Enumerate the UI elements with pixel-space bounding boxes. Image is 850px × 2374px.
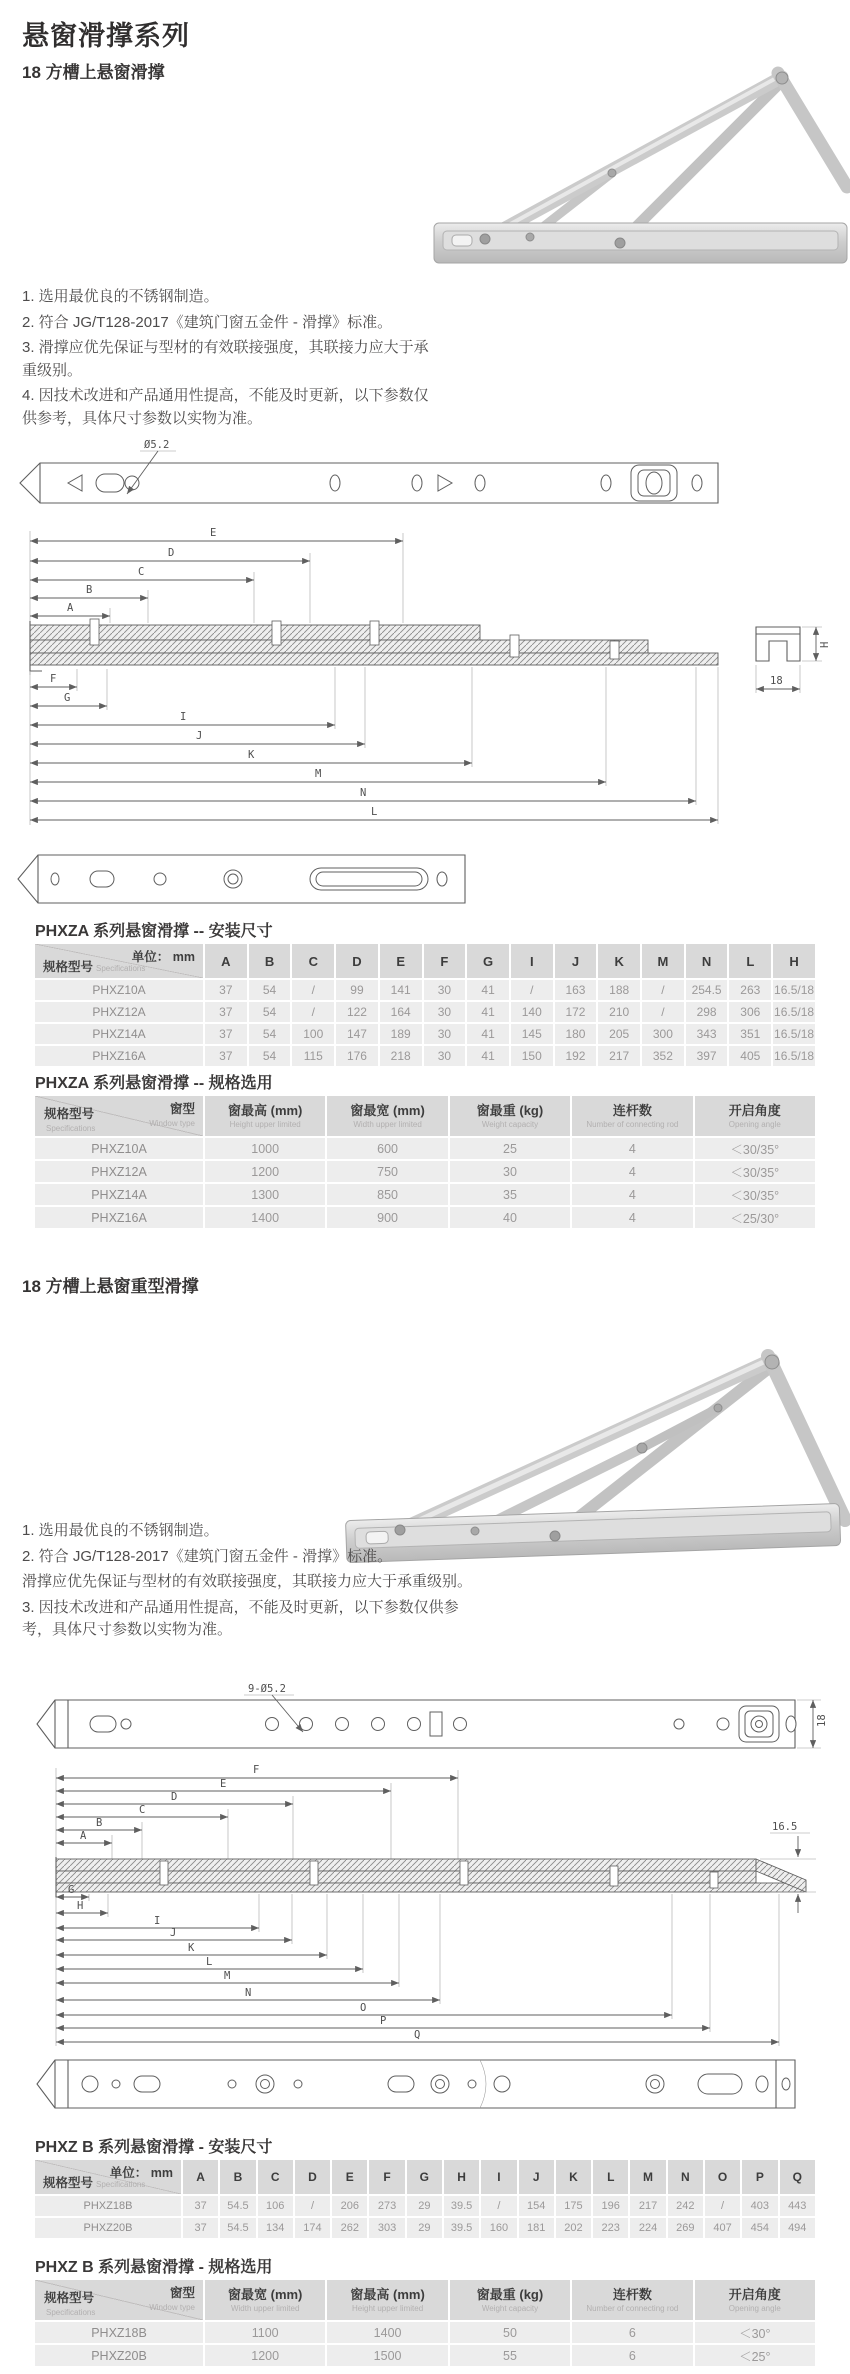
value-cell: 41 <box>467 1046 509 1066</box>
value-cell: 443 <box>780 2196 816 2216</box>
dim-label: Q <box>414 2029 421 2041</box>
model-cell: PHXZ14A <box>35 1024 203 1044</box>
value-cell: 269 <box>668 2218 703 2238</box>
dim-label: F <box>50 673 57 685</box>
table-row <box>35 2218 815 2238</box>
rail-height-label: 18 <box>816 1714 828 1727</box>
column-header: M <box>630 2160 665 2194</box>
model-cell: PHXZ14A <box>35 1184 203 1205</box>
spec-corner-header: 窗型 Window type 规格型号 Specifications <box>35 2280 203 2320</box>
value-cell: ＜30/35° <box>695 1184 815 1205</box>
rail-top-view <box>37 1683 828 1748</box>
cross-section-view <box>56 1821 816 1913</box>
value-cell: / <box>511 980 553 1000</box>
install-table-2 <box>33 2158 817 2240</box>
column-header: D <box>336 944 378 978</box>
value-cell: 454 <box>742 2218 777 2238</box>
column-header: 窗最高 (mm) Height upper limited <box>327 2280 447 2320</box>
column-header: P <box>742 2160 777 2194</box>
value-cell: 30 <box>424 1024 466 1044</box>
value-cell: 172 <box>555 1002 597 1022</box>
dim-label: D <box>171 1791 178 1803</box>
column-header: 窗最高 (mm) Height upper limited <box>205 1096 325 1136</box>
value-cell: 303 <box>369 2218 404 2238</box>
value-cell: 188 <box>598 980 640 1000</box>
value-cell: 4 <box>572 1184 692 1205</box>
value-cell: 54.5 <box>220 2218 255 2238</box>
dim-label: F <box>253 1764 260 1776</box>
table-row <box>35 1207 815 1228</box>
section1-notes <box>22 286 436 433</box>
value-cell: 37 <box>183 2218 218 2238</box>
value-cell: 254.5 <box>686 980 728 1000</box>
section2-subtitle: 18 方槽上悬窗重型滑撑 <box>22 1277 199 1296</box>
column-header: B <box>249 944 291 978</box>
technical-drawing-2 <box>10 1680 840 2140</box>
value-cell: 223 <box>593 2218 628 2238</box>
value-cell: / <box>642 980 684 1000</box>
value-cell: 35 <box>450 1184 570 1205</box>
column-header: K <box>556 2160 591 2194</box>
select-table-2 <box>33 2278 817 2368</box>
dim-label: E <box>210 527 217 539</box>
install-table-2-title: PHXZ B 系列悬窗滑撑 - 安装尺寸 <box>35 2139 273 2156</box>
column-header: G <box>467 944 509 978</box>
column-header: J <box>519 2160 554 2194</box>
end-profile-view <box>756 627 831 693</box>
value-cell: 40 <box>450 1207 570 1228</box>
value-cell: 37 <box>205 1002 247 1022</box>
value-cell: 154 <box>519 2196 554 2216</box>
value-cell: 30 <box>424 980 466 1000</box>
dim-label: J <box>196 730 203 742</box>
dim-label: L <box>206 1956 213 1968</box>
value-cell: 16.5/18 <box>773 1002 815 1022</box>
dim-label: I <box>154 1915 161 1927</box>
value-cell: 29 <box>407 2218 442 2238</box>
rail-bottom-view <box>18 855 465 903</box>
column-header: 连杆数 Number of connecting rod <box>572 2280 692 2320</box>
value-cell: 407 <box>705 2218 740 2238</box>
note-line: 4. 因技术改进和产品通用性提高，不能及时更新，以下参数仅供参考，具体尺寸参数以实物为准。 <box>22 387 429 427</box>
value-cell: 306 <box>729 1002 771 1022</box>
value-cell: 41 <box>467 1024 509 1044</box>
dim-label: K <box>188 1942 195 1954</box>
value-cell: 25 <box>450 1138 570 1159</box>
model-cell: PHXZ20B <box>35 2345 203 2366</box>
value-cell: 54 <box>249 980 291 1000</box>
value-cell: 352 <box>642 1046 684 1066</box>
table-row <box>35 1002 815 1022</box>
value-cell: 242 <box>668 2196 703 2216</box>
value-cell: 50 <box>450 2322 570 2343</box>
model-cell: PHXZ20B <box>35 2218 181 2238</box>
select-table-2-title: PHXZ B 系列悬窗滑撑 - 规格选用 <box>35 2259 273 2276</box>
column-header: 开启角度 Opening angle <box>695 2280 815 2320</box>
value-cell: 100 <box>292 1024 334 1044</box>
column-header: B <box>220 2160 255 2194</box>
value-cell: 145 <box>511 1024 553 1044</box>
header-row <box>35 1096 815 1136</box>
column-header: G <box>407 2160 442 2194</box>
value-cell: 54 <box>249 1046 291 1066</box>
header-row <box>35 2280 815 2320</box>
dim-label: E <box>220 1778 227 1790</box>
column-header: 窗最重 (kg) Weight capacity <box>450 1096 570 1136</box>
column-header: 窗最宽 (mm) Width upper limited <box>327 1096 447 1136</box>
dim-label: C <box>138 566 145 578</box>
column-header: L <box>593 2160 628 2194</box>
column-header: 开启角度 Opening angle <box>695 1096 815 1136</box>
note-line: 1. 选用最优良的不锈钢制造。 <box>22 288 219 305</box>
value-cell: 180 <box>555 1024 597 1044</box>
value-cell: / <box>292 980 334 1000</box>
column-header: 窗最宽 (mm) Width upper limited <box>205 2280 325 2320</box>
table-row <box>35 1161 815 1182</box>
note-line: 3. 因技术改进和产品通用性提高，不能及时更新，以下参数仅供参考，具体尺寸参数以实物为准。 <box>22 1598 459 1638</box>
value-cell: 750 <box>327 1161 447 1182</box>
column-header: L <box>729 944 771 978</box>
dim-label: M <box>224 1970 231 1982</box>
dim-label: I <box>180 711 187 723</box>
table-row <box>35 1046 815 1066</box>
value-cell: 41 <box>467 980 509 1000</box>
value-cell: 140 <box>511 1002 553 1022</box>
model-cell: PHXZ10A <box>35 980 203 1000</box>
value-cell: 16.5/18 <box>773 980 815 1000</box>
value-cell: 175 <box>556 2196 591 2216</box>
profile-width-label: 18 <box>770 675 783 687</box>
column-header: A <box>205 944 247 978</box>
value-cell: 351 <box>729 1024 771 1044</box>
dim-label: K <box>248 749 255 761</box>
model-cell: PHXZ18B <box>35 2322 203 2343</box>
value-cell: 30 <box>424 1002 466 1022</box>
value-cell: 181 <box>519 2218 554 2238</box>
install-table-1 <box>33 942 817 1068</box>
table-row <box>35 1138 815 1159</box>
value-cell: 217 <box>630 2196 665 2216</box>
technical-drawing-1 <box>10 435 840 915</box>
value-cell: 99 <box>336 980 378 1000</box>
value-cell: 1000 <box>205 1138 325 1159</box>
column-header: 连杆数 Number of connecting rod <box>572 1096 692 1136</box>
value-cell: 16.5/18 <box>773 1024 815 1044</box>
value-cell: 298 <box>686 1002 728 1022</box>
value-cell: 1200 <box>205 2345 325 2366</box>
value-cell: 160 <box>481 2218 516 2238</box>
value-cell: 273 <box>369 2196 404 2216</box>
dim-label: G <box>68 1884 75 1896</box>
cross-section-view <box>30 619 718 671</box>
lower-dimension-lines <box>56 1884 779 2046</box>
value-cell: 196 <box>593 2196 628 2216</box>
value-cell: 106 <box>258 2196 293 2216</box>
product-photo-1 <box>430 25 850 283</box>
value-cell: 150 <box>511 1046 553 1066</box>
value-cell: ＜25/30° <box>695 1207 815 1228</box>
value-cell: 205 <box>598 1024 640 1044</box>
dim-label: B <box>96 1817 103 1829</box>
column-header: C <box>292 944 334 978</box>
value-cell: 39.5 <box>444 2218 479 2238</box>
dim-label: M <box>315 768 322 780</box>
dim-label: N <box>360 787 367 799</box>
column-header: H <box>444 2160 479 2194</box>
value-cell: 300 <box>642 1024 684 1044</box>
value-cell: 176 <box>336 1046 378 1066</box>
table-row <box>35 2345 815 2366</box>
header-row <box>35 2160 815 2194</box>
table-row <box>35 2322 815 2343</box>
hole-diameter-label: 9-Ø5.2 <box>248 1683 286 1695</box>
dim-label: P <box>380 2015 387 2027</box>
value-cell: 1500 <box>327 2345 447 2366</box>
dim-label: A <box>67 602 74 614</box>
lower-dimension-lines <box>30 667 718 825</box>
value-cell: 1400 <box>205 1207 325 1228</box>
note-line: 3. 滑撑应优先保证与型材的有效联接强度，其联接力应大于承重级别。 <box>22 339 429 379</box>
value-cell: 41 <box>467 1002 509 1022</box>
value-cell: 192 <box>555 1046 597 1066</box>
dim-label: H <box>77 1900 84 1912</box>
value-cell: 397 <box>686 1046 728 1066</box>
dim-label: J <box>170 1927 177 1939</box>
value-cell: 900 <box>327 1207 447 1228</box>
value-cell: 405 <box>729 1046 771 1066</box>
value-cell: 6 <box>572 2322 692 2343</box>
dim-label: N <box>245 1987 252 1999</box>
value-cell: 206 <box>332 2196 367 2216</box>
value-cell: 54.5 <box>220 2196 255 2216</box>
value-cell: ＜30° <box>695 2322 815 2343</box>
column-header: C <box>258 2160 293 2194</box>
section2-notes <box>22 1520 474 1645</box>
table-row <box>35 980 815 1000</box>
table-row <box>35 1024 815 1044</box>
value-cell: 37 <box>205 1046 247 1066</box>
dim-label: A <box>80 1830 87 1842</box>
column-header: O <box>705 2160 740 2194</box>
model-cell: PHXZ10A <box>35 1138 203 1159</box>
spec-corner-header: 单位： mm 规格型号 Specifications <box>35 2160 181 2194</box>
value-cell: 600 <box>327 1138 447 1159</box>
model-cell: PHXZ16A <box>35 1046 203 1066</box>
column-header: 窗最重 (kg) Weight capacity <box>450 2280 570 2320</box>
value-cell: ＜25° <box>695 2345 815 2366</box>
dim-label: G <box>64 692 71 704</box>
value-cell: / <box>705 2196 740 2216</box>
column-header: F <box>424 944 466 978</box>
value-cell: 210 <box>598 1002 640 1022</box>
value-cell: 30 <box>450 1161 570 1182</box>
value-cell: 174 <box>295 2218 330 2238</box>
header-row <box>35 944 815 978</box>
model-cell: PHXZ18B <box>35 2196 181 2216</box>
value-cell: 54 <box>249 1002 291 1022</box>
table-row <box>35 2196 815 2216</box>
value-cell: 4 <box>572 1138 692 1159</box>
hole-diameter-label: Ø5.2 <box>144 439 170 451</box>
dim-label: D <box>168 547 175 559</box>
value-cell: 55 <box>450 2345 570 2366</box>
value-cell: 6 <box>572 2345 692 2366</box>
column-header: E <box>380 944 422 978</box>
rail-top-view <box>20 439 718 503</box>
value-cell: / <box>292 1002 334 1022</box>
value-cell: 16.5/18 <box>773 1046 815 1066</box>
value-cell: 4 <box>572 1207 692 1228</box>
value-cell: 202 <box>556 2218 591 2238</box>
value-cell: 1100 <box>205 2322 325 2343</box>
dim-label: B <box>86 584 93 596</box>
dim-label: L <box>371 806 378 818</box>
value-cell: 262 <box>332 2218 367 2238</box>
dim-label: O <box>360 2002 367 2014</box>
column-header: Q <box>780 2160 816 2194</box>
value-cell: 115 <box>292 1046 334 1066</box>
model-cell: PHXZ12A <box>35 1002 203 1022</box>
select-table-1 <box>33 1094 817 1230</box>
value-cell: 37 <box>205 980 247 1000</box>
note-line: 2. 符合 JG/T128-2017《建筑门窗五金件 - 滑撑》标准。 <box>22 1547 393 1565</box>
value-cell: / <box>295 2196 330 2216</box>
spec-corner-header: 窗型 Window type 规格型号 Specifications <box>35 1096 203 1136</box>
spec-corner-header: 单位： mm 规格型号 Specifications <box>35 944 203 978</box>
value-cell: 218 <box>380 1046 422 1066</box>
value-cell: 54 <box>249 1024 291 1044</box>
value-cell: / <box>642 1002 684 1022</box>
column-header: I <box>511 944 553 978</box>
value-cell: 37 <box>183 2196 218 2216</box>
column-header: N <box>668 2160 703 2194</box>
value-cell: 37 <box>205 1024 247 1044</box>
install-table-1-title: PHXZA 系列悬窗滑撑 -- 安装尺寸 <box>35 923 273 940</box>
column-header: N <box>686 944 728 978</box>
note-line: 1. 选用最优良的不锈钢制造。 <box>22 1522 219 1539</box>
dim-label: C <box>139 1804 146 1816</box>
model-cell: PHXZ16A <box>35 1207 203 1228</box>
table-row <box>35 1184 815 1205</box>
value-cell: ＜30/35° <box>695 1138 815 1159</box>
column-header: A <box>183 2160 218 2194</box>
value-cell: 29 <box>407 2196 442 2216</box>
value-cell: 163 <box>555 980 597 1000</box>
value-cell: 1300 <box>205 1184 325 1205</box>
value-cell: 224 <box>630 2218 665 2238</box>
page-title: 悬窗滑撑系列 <box>22 21 190 51</box>
rail-bottom-view <box>37 2060 795 2108</box>
column-header: E <box>332 2160 367 2194</box>
column-header: J <box>555 944 597 978</box>
value-cell: ＜30/35° <box>695 1161 815 1182</box>
column-header: M <box>642 944 684 978</box>
value-cell: 147 <box>336 1024 378 1044</box>
column-header: H <box>773 944 815 978</box>
section-height-label: 16.5 <box>772 1821 798 1833</box>
value-cell: 30 <box>424 1046 466 1066</box>
value-cell: 1400 <box>327 2322 447 2343</box>
note-line: 2. 符合 JG/T128-2017《建筑门窗五金件 - 滑撑》标准。 <box>22 313 393 331</box>
value-cell: 122 <box>336 1002 378 1022</box>
value-cell: 343 <box>686 1024 728 1044</box>
value-cell: 4 <box>572 1161 692 1182</box>
value-cell: 494 <box>780 2218 816 2238</box>
select-table-1-title: PHXZA 系列悬窗滑撑 -- 规格选用 <box>35 1075 273 1092</box>
value-cell: 1200 <box>205 1161 325 1182</box>
column-header: I <box>481 2160 516 2194</box>
value-cell: 141 <box>380 980 422 1000</box>
value-cell: 39.5 <box>444 2196 479 2216</box>
value-cell: 403 <box>742 2196 777 2216</box>
column-header: F <box>369 2160 404 2194</box>
column-header: K <box>598 944 640 978</box>
value-cell: 189 <box>380 1024 422 1044</box>
section1-subtitle: 18 方槽上悬窗滑撑 <box>22 63 165 82</box>
value-cell: 134 <box>258 2218 293 2238</box>
value-cell: / <box>481 2196 516 2216</box>
column-header: D <box>295 2160 330 2194</box>
value-cell: 164 <box>380 1002 422 1022</box>
profile-height-label: H <box>819 641 831 648</box>
note-line: 滑撑应优先保证与型材的有效联接强度，其联接力应大于承重级别。 <box>22 1573 473 1590</box>
value-cell: 263 <box>729 980 771 1000</box>
value-cell: 850 <box>327 1184 447 1205</box>
model-cell: PHXZ12A <box>35 1161 203 1182</box>
value-cell: 217 <box>598 1046 640 1066</box>
